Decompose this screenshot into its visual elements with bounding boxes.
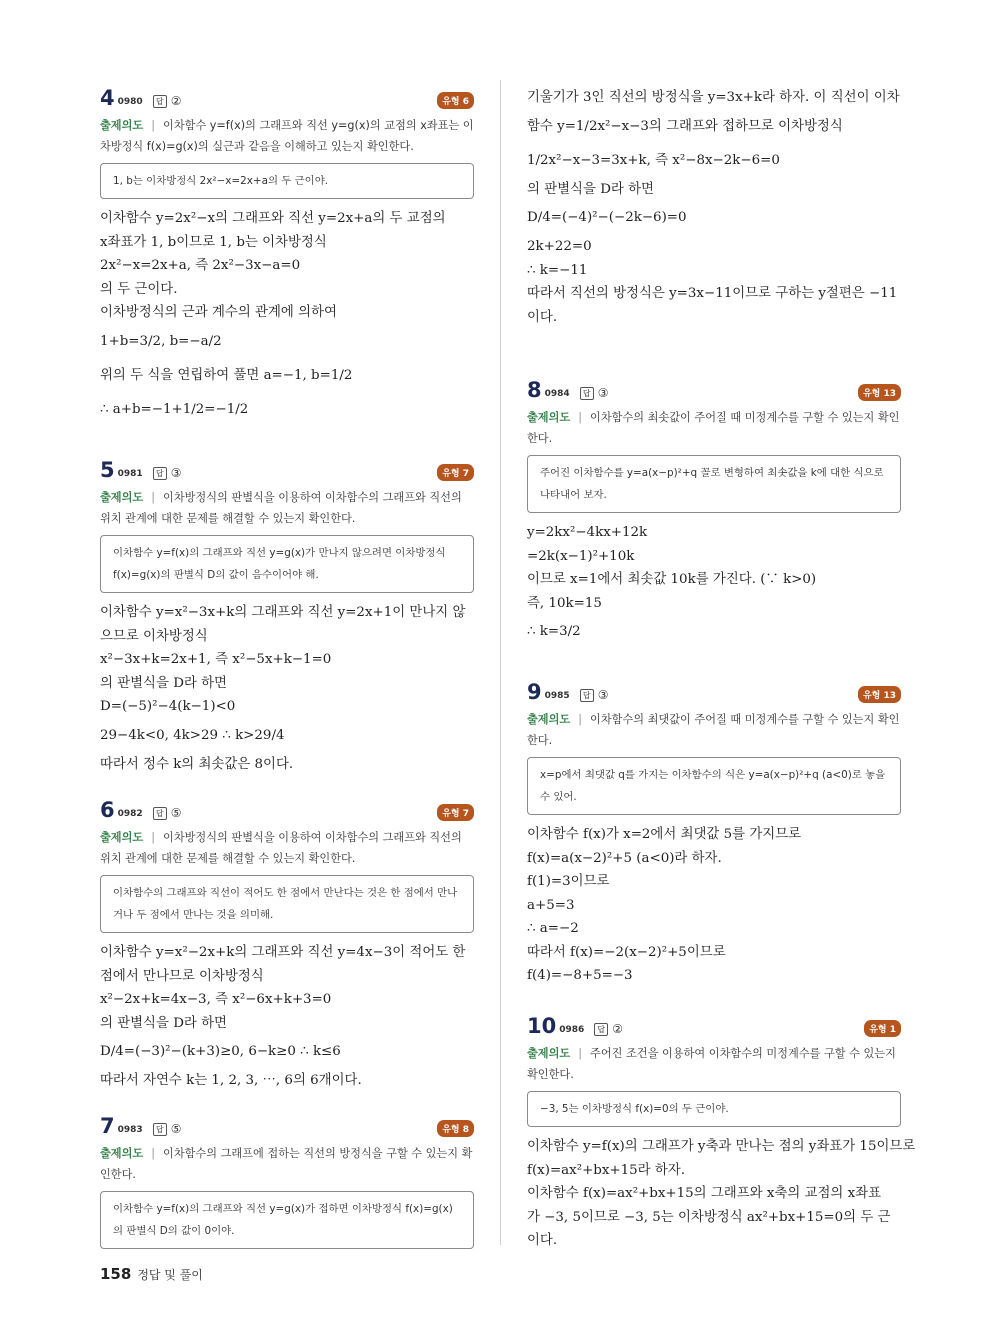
problem-intent: 출제의도 | 이차함수의 최댓값이 주어질 때 미정계수를 구할 수 있는지 확인한다. xyxy=(527,713,900,747)
answer xyxy=(580,688,609,702)
solution-line: 의 두 근이다. xyxy=(100,281,178,297)
solution-line: 이차함수 y=f(x)의 그래프가 y축과 만나는 점의 y좌표가 15이므로 xyxy=(527,1139,916,1154)
solution-line: 이차함수 f(x)가 x=2에서 최댓값 5를 가지므로 xyxy=(527,827,802,842)
solution-line: 1+b=3/2, b=−a/2 xyxy=(100,333,222,349)
solution-line: =2k(x−1)²+10k xyxy=(527,548,635,564)
type-badge: 유형 1 xyxy=(864,1020,901,1037)
solution-line: 의 판별식을 D라 하면 xyxy=(100,1015,227,1031)
solution-line: 이차함수 y=x²−2x+k의 그래프와 직선 y=4x−3이 적어도 한 xyxy=(100,945,466,960)
intent-text: 이차함수의 최솟값이 주어질 때 미정계수를 구할 수 있는지 확인한다. xyxy=(527,411,900,445)
hint-box: x=p에서 최댓값 q를 가지는 이차함수의 식은 y=a(x−p)²+q (a<0)로 놓을 수 있어. xyxy=(527,757,901,815)
type-badge: 유형 13 xyxy=(858,686,901,703)
solution-line: 가 −3, 5이므로 −3, 5는 이차방정식 ax²+bx+15=0의 두 근 xyxy=(527,1209,891,1225)
solution-line: 따라서 자연수 k는 1, 2, 3, ⋯, 6의 6개이다. xyxy=(100,1073,362,1088)
problem-header xyxy=(100,1114,474,1140)
answer-value: ⑤ xyxy=(170,806,182,820)
answer-icon: 답 xyxy=(594,1023,608,1036)
solution-line: f(x)=a(x−2)²+5 (a<0)라 하자. xyxy=(527,850,722,866)
type-badge: 유형 13 xyxy=(858,384,901,401)
problem-number: 9 xyxy=(527,680,542,704)
solution-line: f(x)=ax²+bx+15라 하자. xyxy=(527,1162,686,1178)
hint-box: 이차함수의 그래프와 직선이 적어도 한 점에서 만난다는 것은 한 점에서 만나거나 두 점에서 만나는 것을 의미해. xyxy=(100,875,474,933)
problem-intent: 출제의도 | 이차방정식의 판별식을 이용하여 이차함수의 그래프와 직선의 위치 관계에 대한 문제를 해결할 수 있는지 확인한다. xyxy=(100,831,462,865)
hint-box: 이차함수 y=f(x)의 그래프와 직선 y=g(x)가 접하면 이차방정식 f(x)=g(x)의 판별식 D의 값이 0이야. xyxy=(100,1191,474,1249)
solution-line: 이차함수 y=x²−3x+k의 그래프와 직선 y=2x+1이 만나지 않 xyxy=(100,605,466,620)
problem-intent: 출제의도 | 주어진 조건을 이용하여 이차함수의 미정계수를 구할 수 있는지 확인한다. xyxy=(527,1047,896,1081)
problem-number: 6 xyxy=(100,798,115,822)
problem-code: 0982 xyxy=(117,809,143,819)
solution-line: a+5=3 xyxy=(527,897,575,913)
page-footer xyxy=(100,1264,203,1283)
problem-header xyxy=(100,458,474,484)
answer-icon: 답 xyxy=(153,807,167,820)
problem-header xyxy=(527,378,901,404)
problem-number: 4 xyxy=(100,86,115,110)
intent-label: 출제의도 xyxy=(100,491,144,504)
problem-intent: 출제의도 | 이차함수의 최솟값이 주어질 때 미정계수를 구할 수 있는지 확인한다. xyxy=(527,411,900,445)
solution xyxy=(100,207,474,427)
problem-9 xyxy=(527,680,901,988)
problem-header xyxy=(100,86,474,112)
problem-number: 10 xyxy=(527,1014,557,1038)
solution-line: 1/2x²−x−3=3x+k, 즉 x²−8x−2k−6=0 xyxy=(527,152,780,168)
answer-icon: 답 xyxy=(153,95,167,108)
solution xyxy=(100,601,474,776)
answer xyxy=(153,94,182,108)
solution-line: 함수 y=1/2x²−x−3의 그래프와 접하므로 이차방정식 xyxy=(527,118,843,134)
problem-code: 0984 xyxy=(544,389,570,399)
problem-code: 0985 xyxy=(544,691,570,701)
footer-title: 정답 및 풀이 xyxy=(137,1268,203,1282)
solution xyxy=(527,1135,916,1253)
solution-line: 이므로 x=1에서 최솟값 10k를 가진다. (∵ k>0) xyxy=(527,572,817,587)
type-badge: 유형 7 xyxy=(437,464,474,481)
hint-box: 1, b는 이차방정식 2x²−x=2x+a의 두 근이야. xyxy=(100,163,474,199)
solution-line: 2k+22=0 xyxy=(527,239,592,254)
intent-label: 출제의도 xyxy=(100,831,144,844)
answer xyxy=(153,1122,182,1136)
solution-line: 이차함수 y=2x²−x의 그래프와 직선 y=2x+a의 두 교점의 xyxy=(100,211,446,226)
intent-text: 이차함수 y=f(x)의 그래프와 직선 y=g(x)의 교점의 x좌표는 이차방정식 f(x)=g(x)의 실근과 같음을 이해하고 있는지 확인한다. xyxy=(100,119,474,153)
intent-label: 출제의도 xyxy=(100,1147,144,1160)
solution-line: 의 판별식을 D라 하면 xyxy=(100,675,227,691)
problem-code: 0980 xyxy=(117,97,143,107)
intent-label: 출제의도 xyxy=(527,713,571,726)
intent-text: 주어진 조건을 이용하여 이차함수의 미정계수를 구할 수 있는지 확인한다. xyxy=(527,1047,896,1081)
solution-line: ∴ a+b=−1+1/2=−1/2 xyxy=(100,401,249,417)
solution-line: D/4=(−3)²−(k+3)≥0, 6−k≥0 ∴ k≤6 xyxy=(100,1044,341,1059)
answer-icon: 답 xyxy=(153,467,167,480)
problem-number: 5 xyxy=(100,458,115,482)
solution-line: 으므로 이차방정식 xyxy=(100,628,208,644)
answer xyxy=(594,1022,623,1036)
hint-box: 이차함수 y=f(x)의 그래프와 직선 y=g(x)가 만나지 않으려면 이차방정식 f(x)=g(x)의 판별식 D의 값이 음수이어야 해. xyxy=(100,535,474,593)
intent-label: 출제의도 xyxy=(100,119,144,132)
solution-line: 따라서 정수 k의 최솟값은 8이다. xyxy=(100,756,294,772)
problem-header xyxy=(527,680,901,706)
solution-line: D/4=(−4)²−(−2k−6)=0 xyxy=(527,210,687,225)
solution-line: 이차방정식의 근과 계수의 관계에 의하여 xyxy=(100,305,337,320)
problem-8 xyxy=(527,378,901,649)
type-badge: 유형 6 xyxy=(437,92,474,109)
problem-code: 0983 xyxy=(117,1125,143,1135)
solution-line: ∴ k=−11 xyxy=(527,262,588,278)
answer-icon: 답 xyxy=(153,1123,167,1136)
answer-icon: 답 xyxy=(580,689,594,702)
type-badge: 유형 7 xyxy=(437,804,474,821)
solution-line: 기울기가 3인 직선의 방정식을 y=3x+k라 하자. 이 직선이 이차 xyxy=(527,90,900,105)
problem-header xyxy=(527,1014,901,1040)
problem-number: 7 xyxy=(100,1114,115,1138)
problem-7-solution xyxy=(527,86,901,329)
problem-code: 0986 xyxy=(559,1025,585,1035)
problem-intent: 출제의도 | 이차함수 y=f(x)의 그래프와 직선 y=g(x)의 교점의 x좌표는 이차방정식 f(x)=g(x)의 실근과 같음을 이해하고 있는지 확인한다. xyxy=(100,119,474,153)
hint-box: −3, 5는 이차방정식 f(x)=0의 두 근이야. xyxy=(527,1091,901,1127)
solution-line: 2x²−x=2x+a, 즉 2x²−3x−a=0 xyxy=(100,258,301,273)
solution-line: 위의 두 식을 연립하여 풀면 a=−1, b=1/2 xyxy=(100,367,353,383)
solution-line: 따라서 직선의 방정식은 y=3x−11이므로 구하는 y절편은 −11 xyxy=(527,286,898,301)
answer xyxy=(153,806,182,820)
solution-line: 29−4k<0, 4k>29 ∴ k>29/4 xyxy=(100,727,285,743)
problem-intent: 출제의도 | 이차방정식의 판별식을 이용하여 이차함수의 그래프와 직선의 위치 관계에 대한 문제를 해결할 수 있는지 확인한다. xyxy=(100,491,462,525)
solution-line: 이다. xyxy=(527,1233,558,1248)
problem-5 xyxy=(100,458,474,776)
solution-line: 이다. xyxy=(527,309,558,325)
solution-line: 따라서 f(x)=−2(x−2)²+5이므로 xyxy=(527,944,726,960)
solution xyxy=(527,521,901,649)
solution xyxy=(527,823,901,988)
problem-10 xyxy=(527,1014,916,1253)
problem-4 xyxy=(100,86,474,427)
answer-icon: 답 xyxy=(580,387,594,400)
answer-value: ③ xyxy=(170,466,182,480)
answer-value: ③ xyxy=(597,688,609,702)
intent-text: 이차방정식의 판별식을 이용하여 이차함수의 그래프와 직선의 위치 관계에 대한 문제를 해결할 수 있는지 확인한다. xyxy=(100,831,462,865)
problem-code: 0981 xyxy=(117,469,143,479)
problem-intent: 출제의도 | 이차함수의 그래프에 접하는 직선의 방정식을 구할 수 있는지 확인한다. xyxy=(100,1147,473,1181)
solution-line: 의 판별식을 D라 하면 xyxy=(527,181,654,197)
solution-line: 즉, 10k=15 xyxy=(527,595,602,611)
solution-line: 이차함수 f(x)=ax²+bx+15의 그래프와 x축의 교점의 x좌표 xyxy=(527,1186,882,1201)
hint-box: 주어진 이차함수를 y=a(x−p)²+q 꼴로 변형하여 최솟값을 k에 대한 식으로 나타내어 보자. xyxy=(527,455,901,513)
problem-header xyxy=(100,798,474,824)
solution-line: D=(−5)²−4(k−1)<0 xyxy=(100,699,236,714)
answer-value: ② xyxy=(612,1022,624,1036)
solution-line: f(1)=3이므로 xyxy=(527,874,610,889)
problem-number: 8 xyxy=(527,378,542,402)
solution-line: ∴ a=−2 xyxy=(527,921,579,936)
answer-value: ⑤ xyxy=(170,1122,182,1136)
intent-label: 출제의도 xyxy=(527,1047,571,1060)
answer xyxy=(580,386,609,400)
intent-text: 이차방정식의 판별식을 이용하여 이차함수의 그래프와 직선의 위치 관계에 대한 문제를 해결할 수 있는지 확인한다. xyxy=(100,491,462,525)
answer-value: ② xyxy=(170,94,182,108)
intent-text: 이차함수의 그래프에 접하는 직선의 방정식을 구할 수 있는지 확인한다. xyxy=(100,1147,473,1181)
type-badge: 유형 8 xyxy=(437,1120,474,1137)
solution-line: x²−3x+k=2x+1, 즉 x²−5x+k−1=0 xyxy=(100,652,332,667)
answer xyxy=(153,466,182,480)
page-number: 158 xyxy=(100,1265,132,1283)
solution-line: y=2kx²−4kx+12k xyxy=(527,525,648,540)
solution-line: ∴ k=3/2 xyxy=(527,624,581,639)
solution-line: f(4)=−8+5=−3 xyxy=(527,968,633,983)
column-divider xyxy=(500,80,501,1245)
solution-line: 점에서 만나므로 이차방정식 xyxy=(100,968,264,984)
solution xyxy=(100,941,474,1093)
intent-text: 이차함수의 최댓값이 주어질 때 미정계수를 구할 수 있는지 확인한다. xyxy=(527,713,900,747)
solution-line: x²−2x+k=4x−3, 즉 x²−6x+k+3=0 xyxy=(100,992,332,1007)
intent-label: 출제의도 xyxy=(527,411,571,424)
answer-value: ③ xyxy=(597,386,609,400)
problem-6 xyxy=(100,798,474,1093)
problem-7 xyxy=(100,1114,474,1257)
solution-line: x좌표가 1, b이므로 1, b는 이차방정식 xyxy=(100,234,327,250)
